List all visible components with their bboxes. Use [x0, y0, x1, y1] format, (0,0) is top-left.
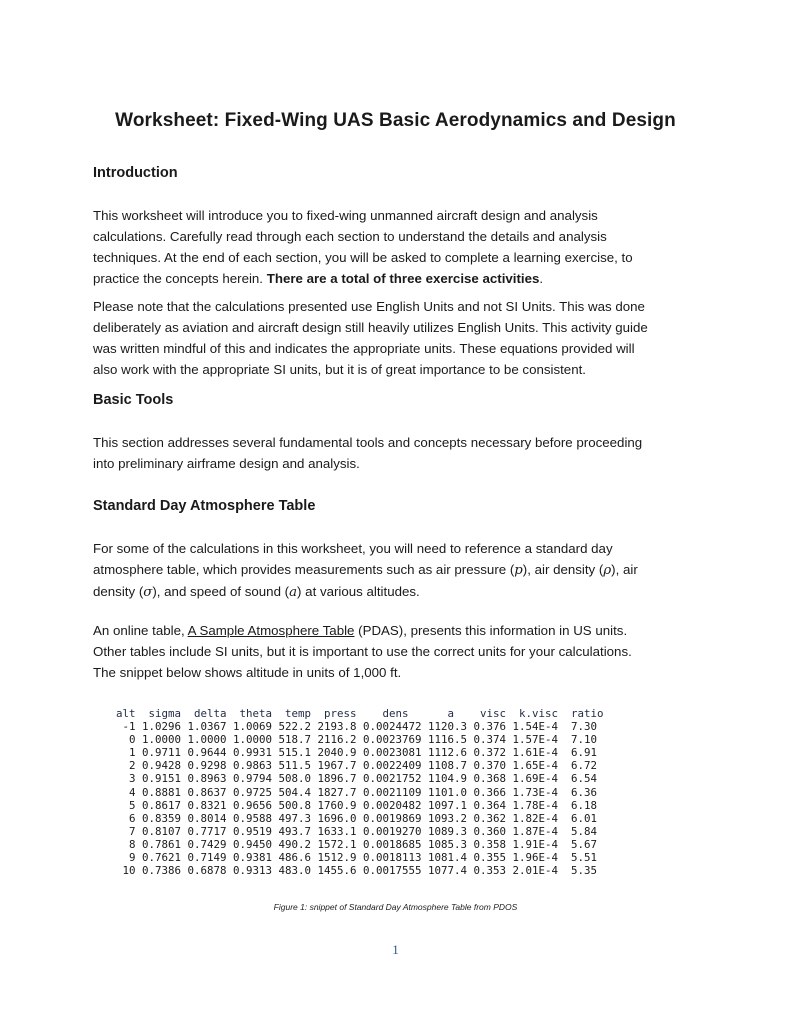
heading-basic-tools: Basic Tools	[93, 392, 174, 408]
text-run: ), and speed of sound (	[152, 584, 290, 599]
text-line	[93, 268, 703, 289]
exercise-count-emphasis: There are a total of three exercise activities	[266, 271, 540, 286]
text-line	[93, 559, 703, 581]
text-line: techniques. At the end of each section, you will be asked to complete a learning exercise, to	[93, 250, 633, 265]
table-row: 5 0.8617 0.8321 0.9656 500.8 1760.9 0.0020482 1097.1 0.364 1.78E-4 6.18	[116, 798, 598, 812]
text-line: calculations. Carefully read through each section to understand the details and analysis	[93, 229, 607, 244]
text-line: This worksheet will introduce you to fixed-wing unmanned aircraft design and analysis	[93, 208, 598, 223]
table-row: 7 0.8107 0.7717 0.9519 493.7 1633.1 0.0019270 1089.3 0.360 1.87E-4 5.84	[116, 824, 598, 838]
density-ratio-symbol: σ	[143, 585, 153, 600]
table-row: 6 0.8359 0.8014 0.9588 497.3 1696.0 0.0019869 1093.2 0.362 1.82E-4 6.01	[116, 811, 598, 825]
speed-of-sound-symbol: a	[289, 585, 298, 600]
text-line: Please note that the calculations presented use English Units and not SI Units. This was done	[93, 299, 645, 314]
text-line: Other tables include SI units, but it is important to use the correct units for your calculations.	[93, 644, 632, 659]
page-number: 1	[392, 942, 399, 957]
text-line: This section addresses several fundamental tools and concepts necessary before proceeding	[93, 435, 643, 450]
table-row: 8 0.7861 0.7429 0.9450 490.2 1572.1 0.0018685 1085.3 0.358 1.91E-4 5.67	[116, 837, 598, 851]
text-line: deliberately as aviation and aircraft design still heavily utilizes English Units. This activity guide	[93, 320, 648, 335]
std-atm-paragraph-2	[93, 620, 703, 683]
table-row: 3 0.9151 0.8963 0.9794 508.0 1896.7 0.0021752 1104.9 0.368 1.69E-4 6.54	[116, 772, 598, 786]
text-run: practice the concepts herein.	[93, 271, 267, 286]
text-run: An online table,	[93, 623, 188, 638]
text-line: was written mindful of this and indicates the appropriate units. These equations provided will	[93, 341, 635, 356]
atmosphere-table-link[interactable]: A Sample Atmosphere Table	[187, 623, 355, 638]
text-run: .	[539, 271, 544, 286]
pressure-symbol: p	[514, 563, 523, 578]
heading-introduction: Introduction	[93, 165, 178, 181]
intro-paragraph-1	[93, 205, 703, 289]
table-row: 1 0.9711 0.9644 0.9931 515.1 2040.9 0.0023081 1112.6 0.372 1.61E-4 6.91	[116, 746, 598, 760]
page-title: Worksheet: Fixed-Wing UAS Basic Aerodynamics and Design	[115, 110, 676, 131]
density-symbol: ρ	[603, 563, 612, 578]
table-row: 10 0.7386 0.6878 0.9313 483.0 1455.6 0.0017555 1077.4 0.353 2.01E-4 5.35	[116, 864, 598, 878]
text-run: atmosphere table, which provides measurements such as air pressure (	[93, 562, 515, 577]
text-line	[93, 620, 703, 641]
text-line: The snippet below shows altitude in units of 1,000 ft.	[93, 665, 402, 680]
text-run: ) at various altitudes.	[297, 584, 420, 599]
figure-caption: Figure 1: snippet of Standard Day Atmosphere Table from PDOS	[273, 902, 518, 912]
heading-standard-day-atmosphere: Standard Day Atmosphere Table	[93, 498, 316, 514]
table-header: alt sigma delta theta temp press dens a visc k.visc ratio	[116, 707, 604, 720]
basic-tools-paragraph	[93, 432, 703, 474]
text-run: (PDAS), presents this information in US units.	[354, 623, 628, 638]
atmosphere-table-snippet	[116, 707, 604, 877]
table-row: -1 1.0296 1.0367 1.0069 522.2 2193.8 0.0024472 1120.3 0.376 1.54E-4 7.30	[116, 720, 598, 734]
text-run: ), air density (	[522, 562, 604, 577]
text-line: into preliminary airframe design and analysis.	[93, 456, 360, 471]
text-run: ), air	[611, 562, 638, 577]
text-line: For some of the calculations in this worksheet, you will need to reference a standard day	[93, 541, 613, 556]
table-row: 0 1.0000 1.0000 1.0000 518.7 2116.2 0.0023769 1116.5 0.374 1.57E-4 7.10	[116, 733, 598, 747]
text-run: density (	[93, 584, 144, 599]
intro-paragraph-2	[93, 296, 703, 380]
text-line	[93, 581, 703, 603]
table-row: 4 0.8881 0.8637 0.9725 504.4 1827.7 0.0021109 1101.0 0.366 1.73E-4 6.36	[116, 785, 598, 799]
std-atm-paragraph-1	[93, 538, 703, 603]
text-line: also work with the appropriate SI units, but it is of great importance to be consistent.	[93, 362, 586, 377]
table-row: 2 0.9428 0.9298 0.9863 511.5 1967.7 0.0022409 1108.7 0.370 1.65E-4 6.72	[116, 759, 598, 773]
table-row: 9 0.7621 0.7149 0.9381 486.6 1512.9 0.0018113 1081.4 0.355 1.96E-4 5.51	[116, 851, 598, 865]
